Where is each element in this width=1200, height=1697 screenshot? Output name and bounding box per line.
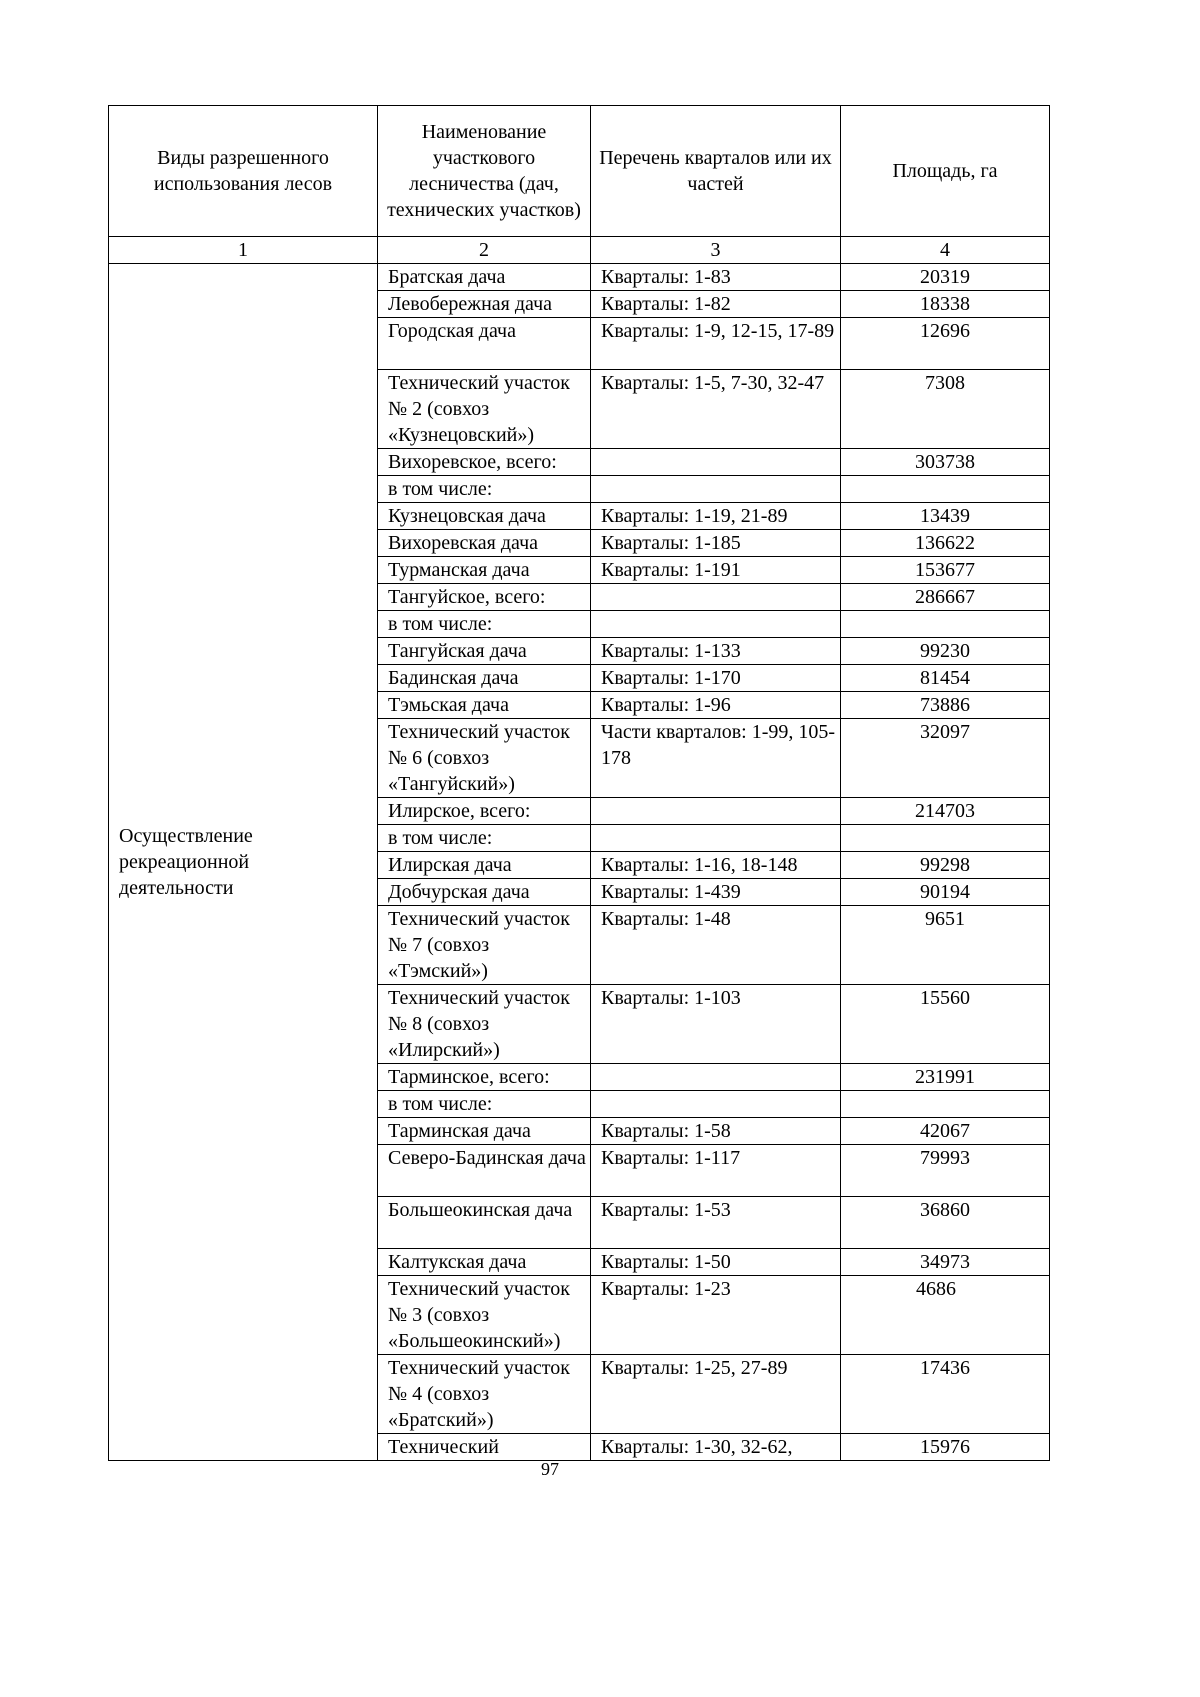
quarters-cell	[591, 611, 841, 638]
quarters-cell: Кварталы: 1-30, 32-62,	[591, 1434, 841, 1461]
area-cell: 15976	[841, 1434, 1050, 1461]
forestry-name-cell: Добчурская дача	[378, 879, 591, 906]
area-cell	[841, 825, 1050, 852]
quarters-cell: Кварталы: 1-170	[591, 665, 841, 692]
quarters-cell: Кварталы: 1-83	[591, 264, 841, 291]
forestry-name-cell: Вихоревская дача	[378, 530, 591, 557]
quarters-cell: Кварталы: 1-82	[591, 291, 841, 318]
header-usage-type: Виды разрешенного использования лесов	[109, 106, 378, 237]
quarters-cell	[591, 825, 841, 852]
forestry-name-cell: Илирское, всего:	[378, 798, 591, 825]
forestry-name-cell: в том числе:	[378, 1091, 591, 1118]
quarters-cell: Кварталы: 1-191	[591, 557, 841, 584]
quarters-cell: Кварталы: 1-50	[591, 1249, 841, 1276]
quarters-cell: Части кварталов: 1-99, 105-178	[591, 719, 841, 798]
header-area: Площадь, га	[841, 106, 1050, 237]
forestry-name-cell: Технический участок № 2 (совхоз «Кузнецовский»)	[378, 370, 591, 449]
quarters-cell: Кварталы: 1-19, 21-89	[591, 503, 841, 530]
quarters-cell: Кварталы: 1-117	[591, 1145, 841, 1197]
quarters-cell: Кварталы: 1-9, 12-15, 17-89	[591, 318, 841, 370]
forestry-name-cell: Городская дача	[378, 318, 591, 370]
quarters-cell: Кварталы: 1-23	[591, 1276, 841, 1355]
forestry-name-cell: Кузнецовская дача	[378, 503, 591, 530]
quarters-cell: Кварталы: 1-53	[591, 1197, 841, 1249]
area-cell: 13439	[841, 503, 1050, 530]
area-cell: 136622	[841, 530, 1050, 557]
quarters-cell: Кварталы: 1-48	[591, 906, 841, 985]
forestry-name-cell: Вихоревское, всего:	[378, 449, 591, 476]
area-cell: 90194	[841, 879, 1050, 906]
header-row	[109, 106, 1050, 237]
forestry-name-cell: Технический участок № 8 (совхоз «Илирский»)	[378, 985, 591, 1064]
area-cell: 7308	[841, 370, 1050, 449]
forestry-name-cell: Северо-Бадинская дача	[378, 1145, 591, 1197]
forestry-name-cell: Технический	[378, 1434, 591, 1461]
forestry-name-cell: Илирская дача	[378, 852, 591, 879]
header-forestry-name: Наименование участкового лесничества (дач, технических участков)	[378, 106, 591, 237]
forestry-name-cell: Тэмьская дача	[378, 692, 591, 719]
area-cell: 34973	[841, 1249, 1050, 1276]
area-cell	[841, 476, 1050, 503]
area-cell: 17436	[841, 1355, 1050, 1434]
forestry-name-cell: Левобережная дача	[378, 291, 591, 318]
column-number: 1	[109, 237, 378, 264]
area-cell: 99230	[841, 638, 1050, 665]
forestry-name-cell: Технический участок № 7 (совхоз «Тэмский»)	[378, 906, 591, 985]
forest-use-table	[108, 105, 1050, 1461]
quarters-cell: Кварталы: 1-185	[591, 530, 841, 557]
quarters-cell	[591, 798, 841, 825]
area-cell: 81454	[841, 665, 1050, 692]
forestry-name-cell: Технический участок № 4 (совхоз «Братский»)	[378, 1355, 591, 1434]
forestry-name-cell: Большеокинская дача	[378, 1197, 591, 1249]
area-cell: 4686	[841, 1276, 1050, 1355]
area-cell: 73886	[841, 692, 1050, 719]
area-cell: 214703	[841, 798, 1050, 825]
forestry-name-cell: Калтукская дача	[378, 1249, 591, 1276]
area-cell	[841, 611, 1050, 638]
quarters-cell	[591, 449, 841, 476]
area-cell: 303738	[841, 449, 1050, 476]
forestry-name-cell: Бадинская дача	[378, 665, 591, 692]
forestry-name-cell: Тарминская дача	[378, 1118, 591, 1145]
area-cell: 15560	[841, 985, 1050, 1064]
area-cell: 20319	[841, 264, 1050, 291]
area-cell: 231991	[841, 1064, 1050, 1091]
forestry-name-cell: в том числе:	[378, 476, 591, 503]
area-cell	[841, 1091, 1050, 1118]
area-cell: 36860	[841, 1197, 1050, 1249]
forestry-name-cell: Тангуйская дача	[378, 638, 591, 665]
forestry-name-cell: в том числе:	[378, 825, 591, 852]
area-cell: 286667	[841, 584, 1050, 611]
quarters-cell: Кварталы: 1-25, 27-89	[591, 1355, 841, 1434]
quarters-cell: Кварталы: 1-103	[591, 985, 841, 1064]
quarters-cell: Кварталы: 1-133	[591, 638, 841, 665]
column-number: 2	[378, 237, 591, 264]
quarters-cell: Кварталы: 1-16, 18-148	[591, 852, 841, 879]
area-cell: 9651	[841, 906, 1050, 985]
quarters-cell	[591, 584, 841, 611]
forestry-name-cell: Технический участок № 6 (совхоз «Тангуйский»)	[378, 719, 591, 798]
forestry-name-cell: Тарминское, всего:	[378, 1064, 591, 1091]
quarters-cell: Кварталы: 1-5, 7-30, 32-47	[591, 370, 841, 449]
area-cell: 99298	[841, 852, 1050, 879]
area-cell: 42067	[841, 1118, 1050, 1145]
forestry-name-cell: Технический участок № 3 (совхоз «Большеокинский»)	[378, 1276, 591, 1355]
table-row	[109, 264, 1050, 291]
quarters-cell	[591, 1064, 841, 1091]
usage-type-cell: Осуществление рекреационной деятельности	[109, 264, 378, 1461]
area-cell: 79993	[841, 1145, 1050, 1197]
header-quarters-list: Перечень кварталов или их частей	[591, 106, 841, 237]
area-cell: 32097	[841, 719, 1050, 798]
column-number: 4	[841, 237, 1050, 264]
quarters-cell	[591, 1091, 841, 1118]
area-cell: 18338	[841, 291, 1050, 318]
area-cell: 12696	[841, 318, 1050, 370]
quarters-cell: Кварталы: 1-439	[591, 879, 841, 906]
quarters-cell	[591, 476, 841, 503]
forestry-name-cell: в том числе:	[378, 611, 591, 638]
quarters-cell: Кварталы: 1-58	[591, 1118, 841, 1145]
column-number-row	[109, 237, 1050, 264]
forestry-name-cell: Турманская дача	[378, 557, 591, 584]
column-number: 3	[591, 237, 841, 264]
page-number: 97	[541, 1459, 559, 1479]
area-cell: 153677	[841, 557, 1050, 584]
forestry-name-cell: Братская дача	[378, 264, 591, 291]
quarters-cell: Кварталы: 1-96	[591, 692, 841, 719]
forestry-name-cell: Тангуйское, всего:	[378, 584, 591, 611]
